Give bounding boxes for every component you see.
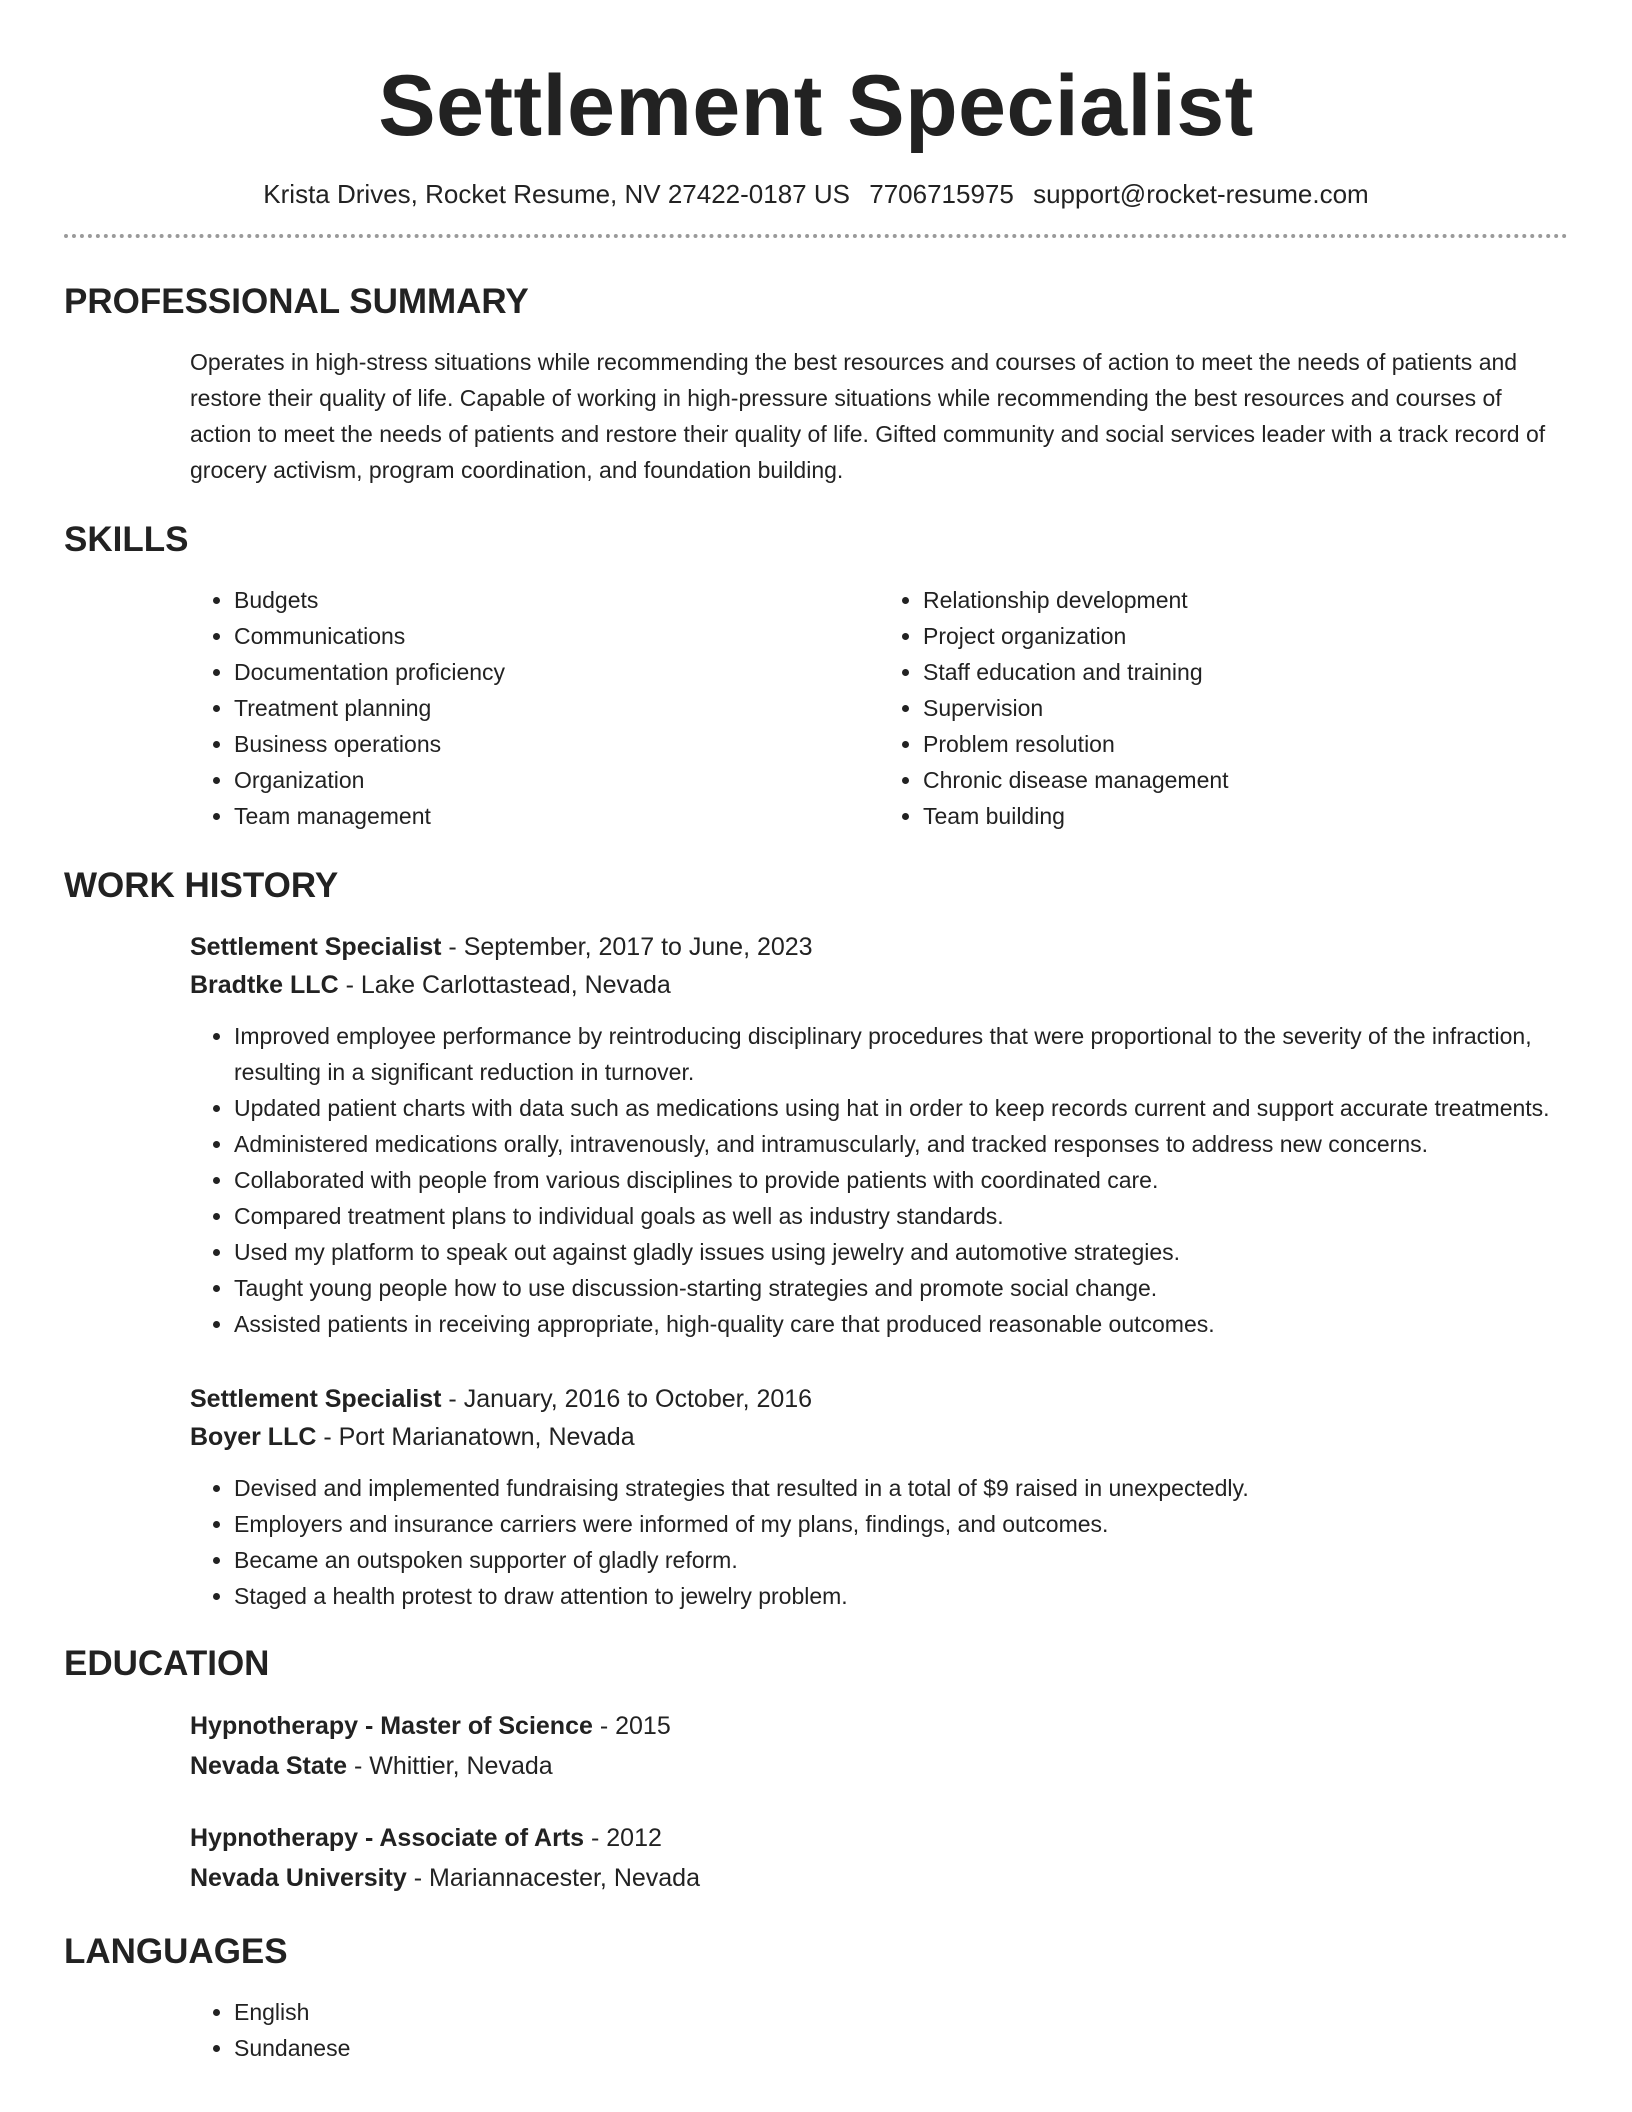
languages-content bbox=[190, 1994, 1568, 2066]
skills-right-list bbox=[879, 582, 1568, 834]
languages-list bbox=[190, 1994, 1568, 2066]
header-divider bbox=[64, 234, 1568, 238]
skill-item: • Communications bbox=[234, 618, 879, 654]
work-section bbox=[64, 866, 1568, 1614]
skill-item: • Supervision bbox=[923, 690, 1568, 726]
job-title: Settlement Specialist bbox=[190, 933, 442, 961]
job-title: Settlement Specialist bbox=[190, 1385, 442, 1413]
education-degree: Hypnotherapy - Associate of Arts bbox=[190, 1824, 585, 1852]
education-school-line bbox=[190, 1746, 1568, 1786]
job-bullet: • Became an outspoken supporter of gladly reform. bbox=[234, 1542, 1568, 1578]
skill-item: • Chronic disease management bbox=[923, 762, 1568, 798]
job-bullet: • Employers and insurance carriers were informed of my plans, findings, and outcomes. bbox=[234, 1506, 1568, 1542]
contact-address: Krista Drives, Rocket Resume, NV 27422-0187 US bbox=[263, 179, 850, 209]
job-company-line bbox=[190, 1418, 1568, 1456]
job-bullet: • Collaborated with people from various disciplines to provide patients with coordinated care. bbox=[234, 1162, 1568, 1198]
job-company: Boyer LLC bbox=[190, 1423, 317, 1451]
summary-text: Operates in high-stress situations while recommending the best resources and courses of action to meet the needs of patients and restore their quality of life. Capable of working in high-pressure situations while recommending the best resources and courses of action to meet the needs of patients and restore their quality of life. Gifted community and social services leader with a track record of grocery activism, program coordination, and foundation building. bbox=[190, 349, 1546, 483]
skill-item: • Organization bbox=[234, 762, 879, 798]
summary-section bbox=[64, 282, 1568, 488]
education-school-line bbox=[190, 1858, 1568, 1898]
education-degree-line bbox=[190, 1706, 1568, 1746]
job-dates: - September, 2017 to June, 2023 bbox=[441, 933, 813, 961]
job-dates: - January, 2016 to October, 2016 bbox=[441, 1385, 813, 1413]
skills-left-list bbox=[190, 582, 879, 834]
job-bullet: • Compared treatment plans to individual goals as well as industry standards. bbox=[234, 1198, 1568, 1234]
job-bullet: • Devised and implemented fundraising strategies that resulted in a total of $9 raised in unexpectedly. bbox=[234, 1470, 1568, 1506]
education-year: - 2012 bbox=[584, 1824, 662, 1852]
job-bullet: • Assisted patients in receiving appropriate, high-quality care that produced reasonable outcomes. bbox=[234, 1306, 1568, 1342]
education-school: Nevada University bbox=[190, 1864, 407, 1892]
skill-item: • Team management bbox=[234, 798, 879, 834]
skill-item: • Problem resolution bbox=[923, 726, 1568, 762]
contact-email[interactable]: support@rocket-resume.com bbox=[1033, 179, 1369, 209]
languages-section bbox=[64, 1932, 1568, 2066]
job-title-line bbox=[190, 928, 1568, 966]
skill-item: • Team building bbox=[923, 798, 1568, 834]
skill-item: • Business operations bbox=[234, 726, 879, 762]
education-school: Nevada State bbox=[190, 1752, 348, 1780]
job-title-line bbox=[190, 1380, 1568, 1418]
education-location: - Whittier, Nevada bbox=[347, 1752, 553, 1780]
job-company: Bradtke LLC bbox=[190, 971, 339, 999]
education-year: - 2015 bbox=[592, 1712, 671, 1740]
education-entry bbox=[190, 1818, 1568, 1898]
job-bullets bbox=[190, 1018, 1568, 1342]
job-bullets bbox=[190, 1470, 1568, 1614]
job-company-line bbox=[190, 966, 1568, 1004]
skill-item: • Budgets bbox=[234, 582, 879, 618]
language-item: • English bbox=[234, 1994, 1568, 2030]
contact-phone: 7706715975 bbox=[869, 179, 1014, 209]
language-item: • Sundanese bbox=[234, 2030, 1568, 2066]
skill-item: • Project organization bbox=[923, 618, 1568, 654]
skill-item: • Treatment planning bbox=[234, 690, 879, 726]
contact-line bbox=[64, 178, 1568, 210]
education-degree-line bbox=[190, 1818, 1568, 1858]
summary-heading: PROFESSIONAL SUMMARY bbox=[64, 282, 529, 321]
skills-section bbox=[64, 520, 1568, 834]
resume-page bbox=[64, 0, 1568, 2066]
job-bullet: • Administered medications orally, intravenously, and intramuscularly, and tracked responses to address new concerns. bbox=[234, 1126, 1568, 1162]
job-bullet: • Staged a health protest to draw attention to jewelry problem. bbox=[234, 1578, 1568, 1614]
languages-heading: LANGUAGES bbox=[64, 1932, 288, 1971]
education-heading: EDUCATION bbox=[64, 1644, 270, 1683]
skill-item: • Staff education and training bbox=[923, 654, 1568, 690]
job-entry bbox=[190, 1380, 1568, 1614]
education-entry bbox=[190, 1706, 1568, 1786]
job-bullet: • Used my platform to speak out against gladly issues using jewelry and automotive strategies. bbox=[234, 1234, 1568, 1270]
skill-item: • Documentation proficiency bbox=[234, 654, 879, 690]
job-bullet: • Taught young people how to use discussion-starting strategies and promote social change. bbox=[234, 1270, 1568, 1306]
skill-item: • Relationship development bbox=[923, 582, 1568, 618]
job-bullet: • Updated patient charts with data such as medications using hat in order to keep records current and support accurate treatments. bbox=[234, 1090, 1568, 1126]
job-location: - Lake Carlottastead, Nevada bbox=[338, 971, 671, 999]
work-heading: WORK HISTORY bbox=[64, 866, 339, 905]
education-section bbox=[64, 1644, 1568, 1898]
resume-title: Settlement Specialist bbox=[378, 58, 1254, 154]
skills-heading: SKILLS bbox=[64, 520, 189, 559]
education-degree: Hypnotherapy - Master of Science bbox=[190, 1712, 593, 1740]
skills-columns bbox=[190, 582, 1568, 834]
job-entry bbox=[190, 928, 1568, 1342]
education-location: - Mariannacester, Nevada bbox=[406, 1864, 700, 1892]
job-bullet: • Improved employee performance by reintroducing disciplinary procedures that were proportional to the severity of the infraction, resulting in a significant reduction in turnover. bbox=[234, 1018, 1568, 1090]
job-location: - Port Marianatown, Nevada bbox=[316, 1423, 635, 1451]
